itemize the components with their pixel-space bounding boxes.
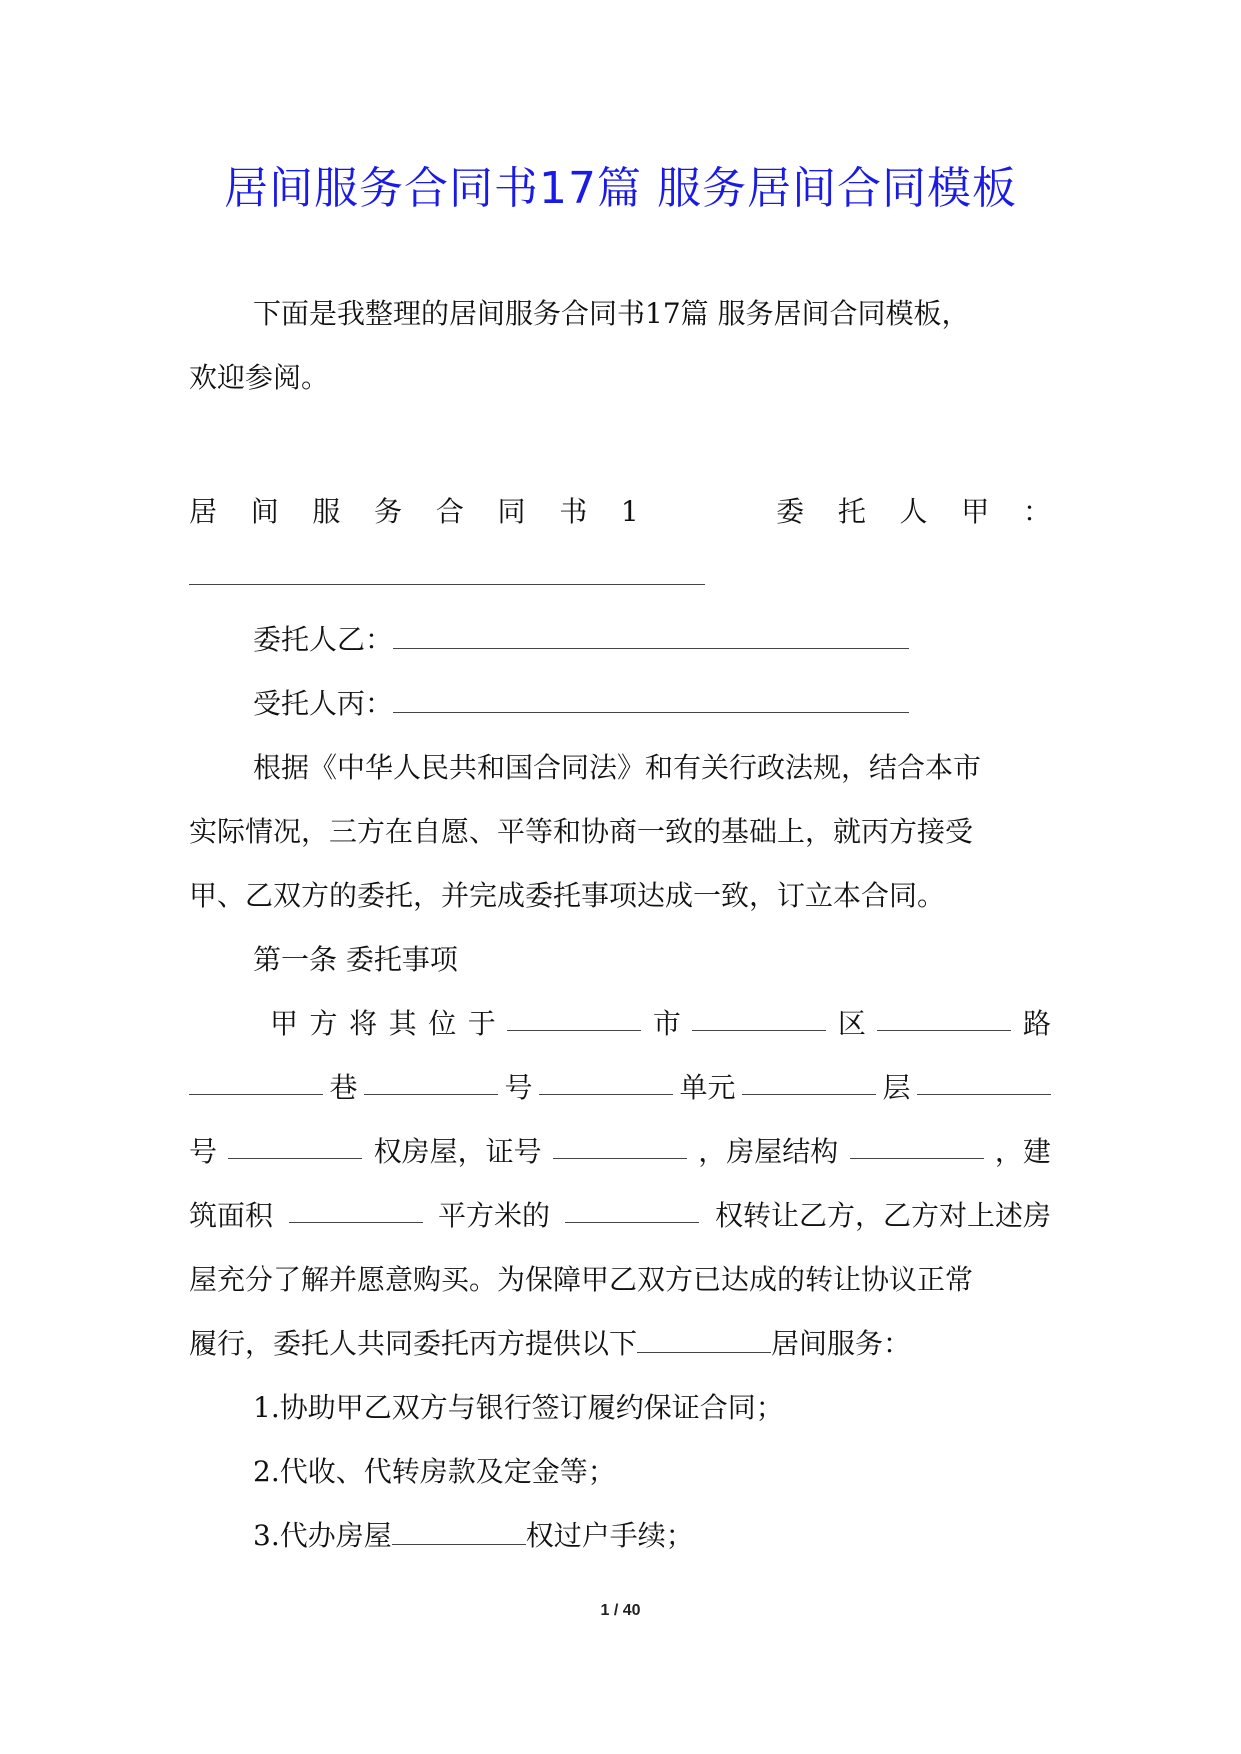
party-c-label: 受托人丙： (253, 687, 394, 720)
basis-line-1: 根据《中华人民共和国合同法》和有关行政法规，结合本市 (253, 751, 982, 784)
article-1-heading: 第一条 委托事项 (253, 943, 458, 976)
heading-char: 1 (620, 495, 639, 528)
para-line-2 (189, 1068, 1051, 1108)
document-title: 居间服务合同书17篇 服务居间合同模板 (224, 163, 1017, 214)
heading-char: 务 (374, 495, 403, 528)
unit-blank (539, 1068, 673, 1095)
para-text: 筑面积 (189, 1199, 274, 1232)
intro-line-2: 欢迎参阅。 (189, 361, 330, 394)
para-line-6 (189, 1324, 1051, 1364)
para-text: 平方米的 (437, 1199, 550, 1232)
para-text: 号 (504, 1071, 533, 1104)
para-text: 层 (882, 1071, 911, 1104)
heading-char: 书 (559, 495, 588, 528)
para-line-1 (270, 1004, 1051, 1044)
service-item-2: 2.代收、代转房款及定金等； (253, 1455, 616, 1488)
party-c-line (253, 684, 1051, 724)
floor-blank (742, 1068, 876, 1095)
para-text: 居间服务： (771, 1327, 912, 1360)
number-blank (364, 1068, 498, 1095)
party-b-label: 委托人乙： (253, 623, 394, 656)
para-text: 履行，委托人共同委托丙方提供以下 (189, 1327, 638, 1360)
heading-gap (672, 492, 742, 532)
para-text: 将 (349, 1007, 378, 1040)
party-a-blank (189, 558, 705, 585)
para-text: 甲 (270, 1007, 299, 1040)
para-text: 方 (309, 1007, 338, 1040)
transfer-blank (392, 1518, 526, 1545)
heading-char: 人 (899, 495, 928, 528)
para-text: 区 (837, 1007, 866, 1040)
city-blank (507, 1004, 641, 1031)
party-b-line (253, 620, 1051, 660)
para-text: 位 (428, 1007, 457, 1040)
para-line-5: 屋充分了解并愿意购买。为保障甲乙双方已达成的转让协议正常 (189, 1263, 974, 1296)
para-text: 3.代办房屋 (253, 1519, 392, 1552)
basis-line-2: 实际情况，三方在自愿、平等和协商一致的基础上，就丙方接受 (189, 815, 974, 848)
para-text: 巷 (329, 1071, 358, 1104)
district-blank (692, 1004, 826, 1031)
contract-heading-line (189, 492, 1051, 532)
service-blank (637, 1326, 771, 1353)
heading-char: 间 (250, 495, 279, 528)
structure-blank (850, 1132, 984, 1159)
party-c-blank (393, 686, 909, 713)
para-text: 权房屋，证号 (373, 1135, 542, 1168)
lane-blank (189, 1068, 323, 1095)
certificate-blank (553, 1132, 687, 1159)
para-line-3 (189, 1132, 1051, 1172)
para-text: 于 (467, 1007, 496, 1040)
para-text: 市 (652, 1007, 681, 1040)
para-line-4 (189, 1196, 1051, 1236)
room-blank (917, 1068, 1051, 1095)
para-text: 路 (1022, 1007, 1051, 1040)
road-blank (877, 1004, 1011, 1031)
heading-char: 服 (312, 495, 341, 528)
heading-char: 合 (435, 495, 464, 528)
para-text: 号 (189, 1135, 218, 1168)
heading-char: 同 (497, 495, 526, 528)
service-item-1: 1.协助甲乙双方与银行签订履约保证合同； (253, 1391, 784, 1424)
para-text: 权过户手续； (525, 1519, 694, 1552)
para-text: ，建 (994, 1135, 1051, 1168)
service-item-3 (253, 1516, 1051, 1556)
page-number: 1 / 40 (600, 1602, 641, 1619)
intro-line-1: 下面是我整理的居间服务合同书17篇 服务居间合同模板， (253, 297, 970, 330)
heading-char: 居 (189, 495, 218, 528)
heading-char: 甲 (961, 495, 990, 528)
right-blank (228, 1132, 362, 1159)
heading-char: 委 (776, 495, 805, 528)
transfer-right-blank (565, 1196, 699, 1223)
area-blank (289, 1196, 423, 1223)
basis-line-3: 甲、乙双方的委托，并完成委托事项达成一致，订立本合同。 (189, 879, 946, 912)
heading-char: 托 (837, 495, 866, 528)
para-text: 权转让乙方，乙方对上述房 (714, 1199, 1051, 1232)
para-text: ，房屋结构 (698, 1135, 839, 1168)
para-text: 其 (388, 1007, 417, 1040)
para-text: 单元 (679, 1071, 736, 1104)
party-a-blank-line (189, 556, 1051, 596)
party-b-blank (393, 622, 909, 649)
heading-char: ： (1022, 495, 1051, 528)
